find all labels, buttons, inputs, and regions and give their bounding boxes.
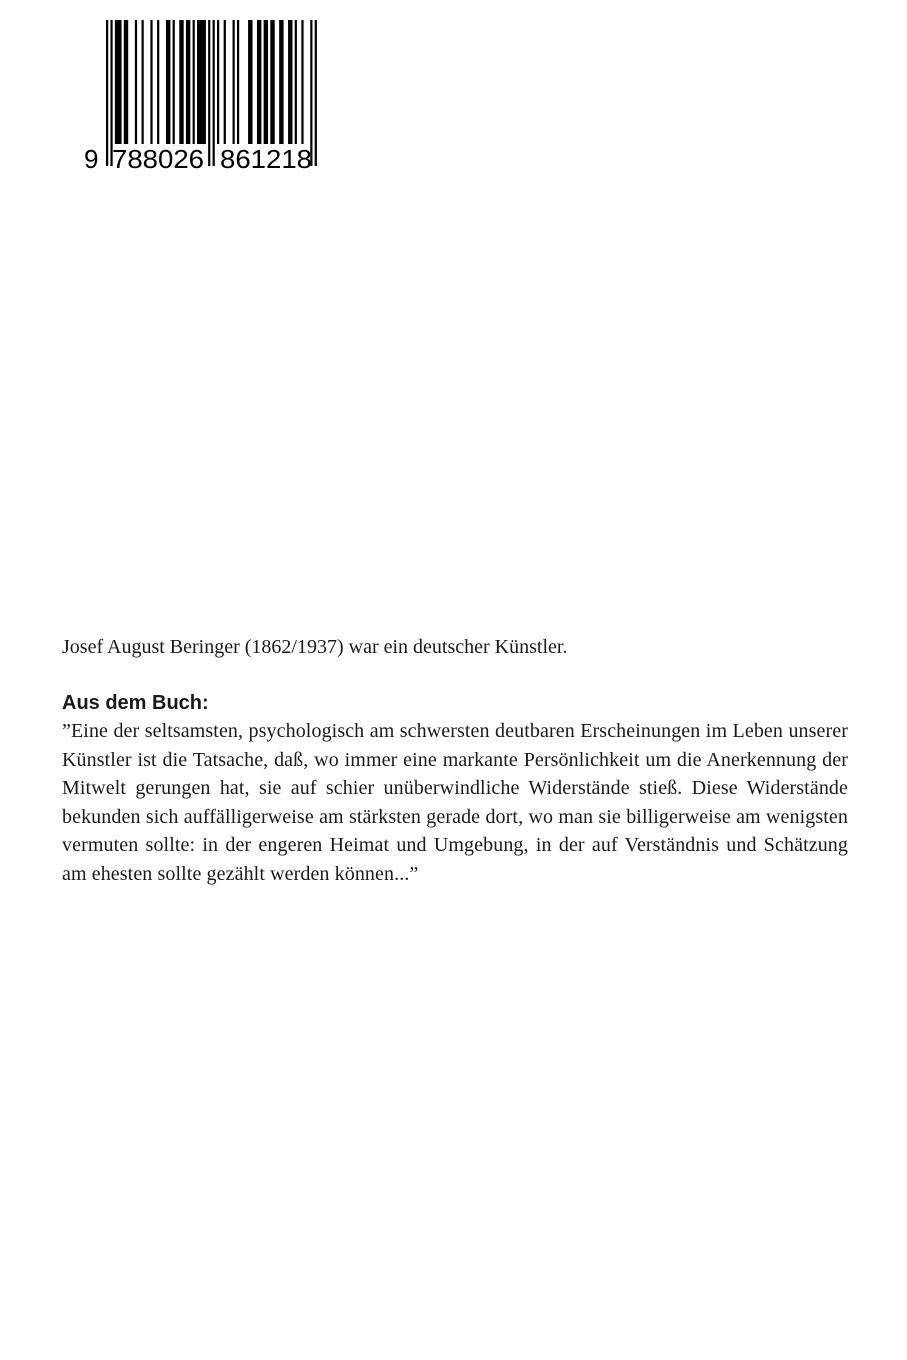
- barcode-bar: [208, 20, 210, 166]
- isbn-barcode: [82, 18, 344, 173]
- barcode-bar: [248, 20, 252, 144]
- barcode-bar: [237, 20, 239, 144]
- barcode-bar: [179, 20, 183, 144]
- barcode-bar: [150, 20, 152, 144]
- excerpt-heading: Aus dem Buch:: [62, 692, 209, 714]
- barcode-bar: [197, 20, 206, 144]
- barcode-bar: [193, 20, 195, 144]
- barcode-bar: [142, 20, 144, 144]
- barcode-bar: [124, 20, 128, 144]
- barcode-bar: [288, 20, 292, 144]
- barcode-bar: [173, 20, 175, 144]
- barcode-bar: [301, 20, 303, 144]
- barcode-bar: [186, 20, 190, 144]
- barcode-bar: [217, 20, 219, 144]
- barcode-bar: [315, 20, 317, 166]
- barcode-bar: [279, 20, 283, 144]
- barcode-bar: [270, 20, 274, 144]
- barcode-lead-digit: 9: [84, 144, 99, 173]
- barcode-bar: [264, 20, 268, 144]
- barcode-left-digits: 788026: [112, 144, 204, 173]
- barcode-bar: [257, 20, 261, 144]
- barcode-bar: [233, 20, 235, 144]
- barcode-bar: [106, 20, 108, 166]
- barcode-bar: [135, 20, 137, 144]
- barcode-bar: [295, 20, 297, 144]
- barcode-right-digits: 861218: [220, 144, 312, 173]
- barcode-bar: [157, 20, 159, 144]
- barcode-bar: [224, 20, 226, 144]
- barcode-bar: [166, 20, 170, 144]
- book-excerpt: ”Eine der seltsamsten, psychologisch am schwersten deutbaren Erscheinungen im Leben unserer Künstler ist die Tatsache, daß, wo immer eine markante Persönlichkeit um die Anerkennung der Mitwelt gerungen hat, sie auf schier unüberwindliche Widerstände stieß. Diese Widerstände bekunden sich auffälligerweise am stärksten gerade dort, wo man sie billigerweise am wenigsten vermuten sollte: in der engeren Heimat und Umgebung, in der auf Verständnis und Schätzung am ehesten sollte gezählt werden können...”: [62, 720, 848, 885]
- barcode-bar: [115, 20, 122, 144]
- barcode-bar: [213, 20, 215, 166]
- barcode-graphic: [82, 18, 344, 173]
- author-description: Josef August Beringer (1862/1937) war ein deutscher Künstler.: [62, 636, 568, 658]
